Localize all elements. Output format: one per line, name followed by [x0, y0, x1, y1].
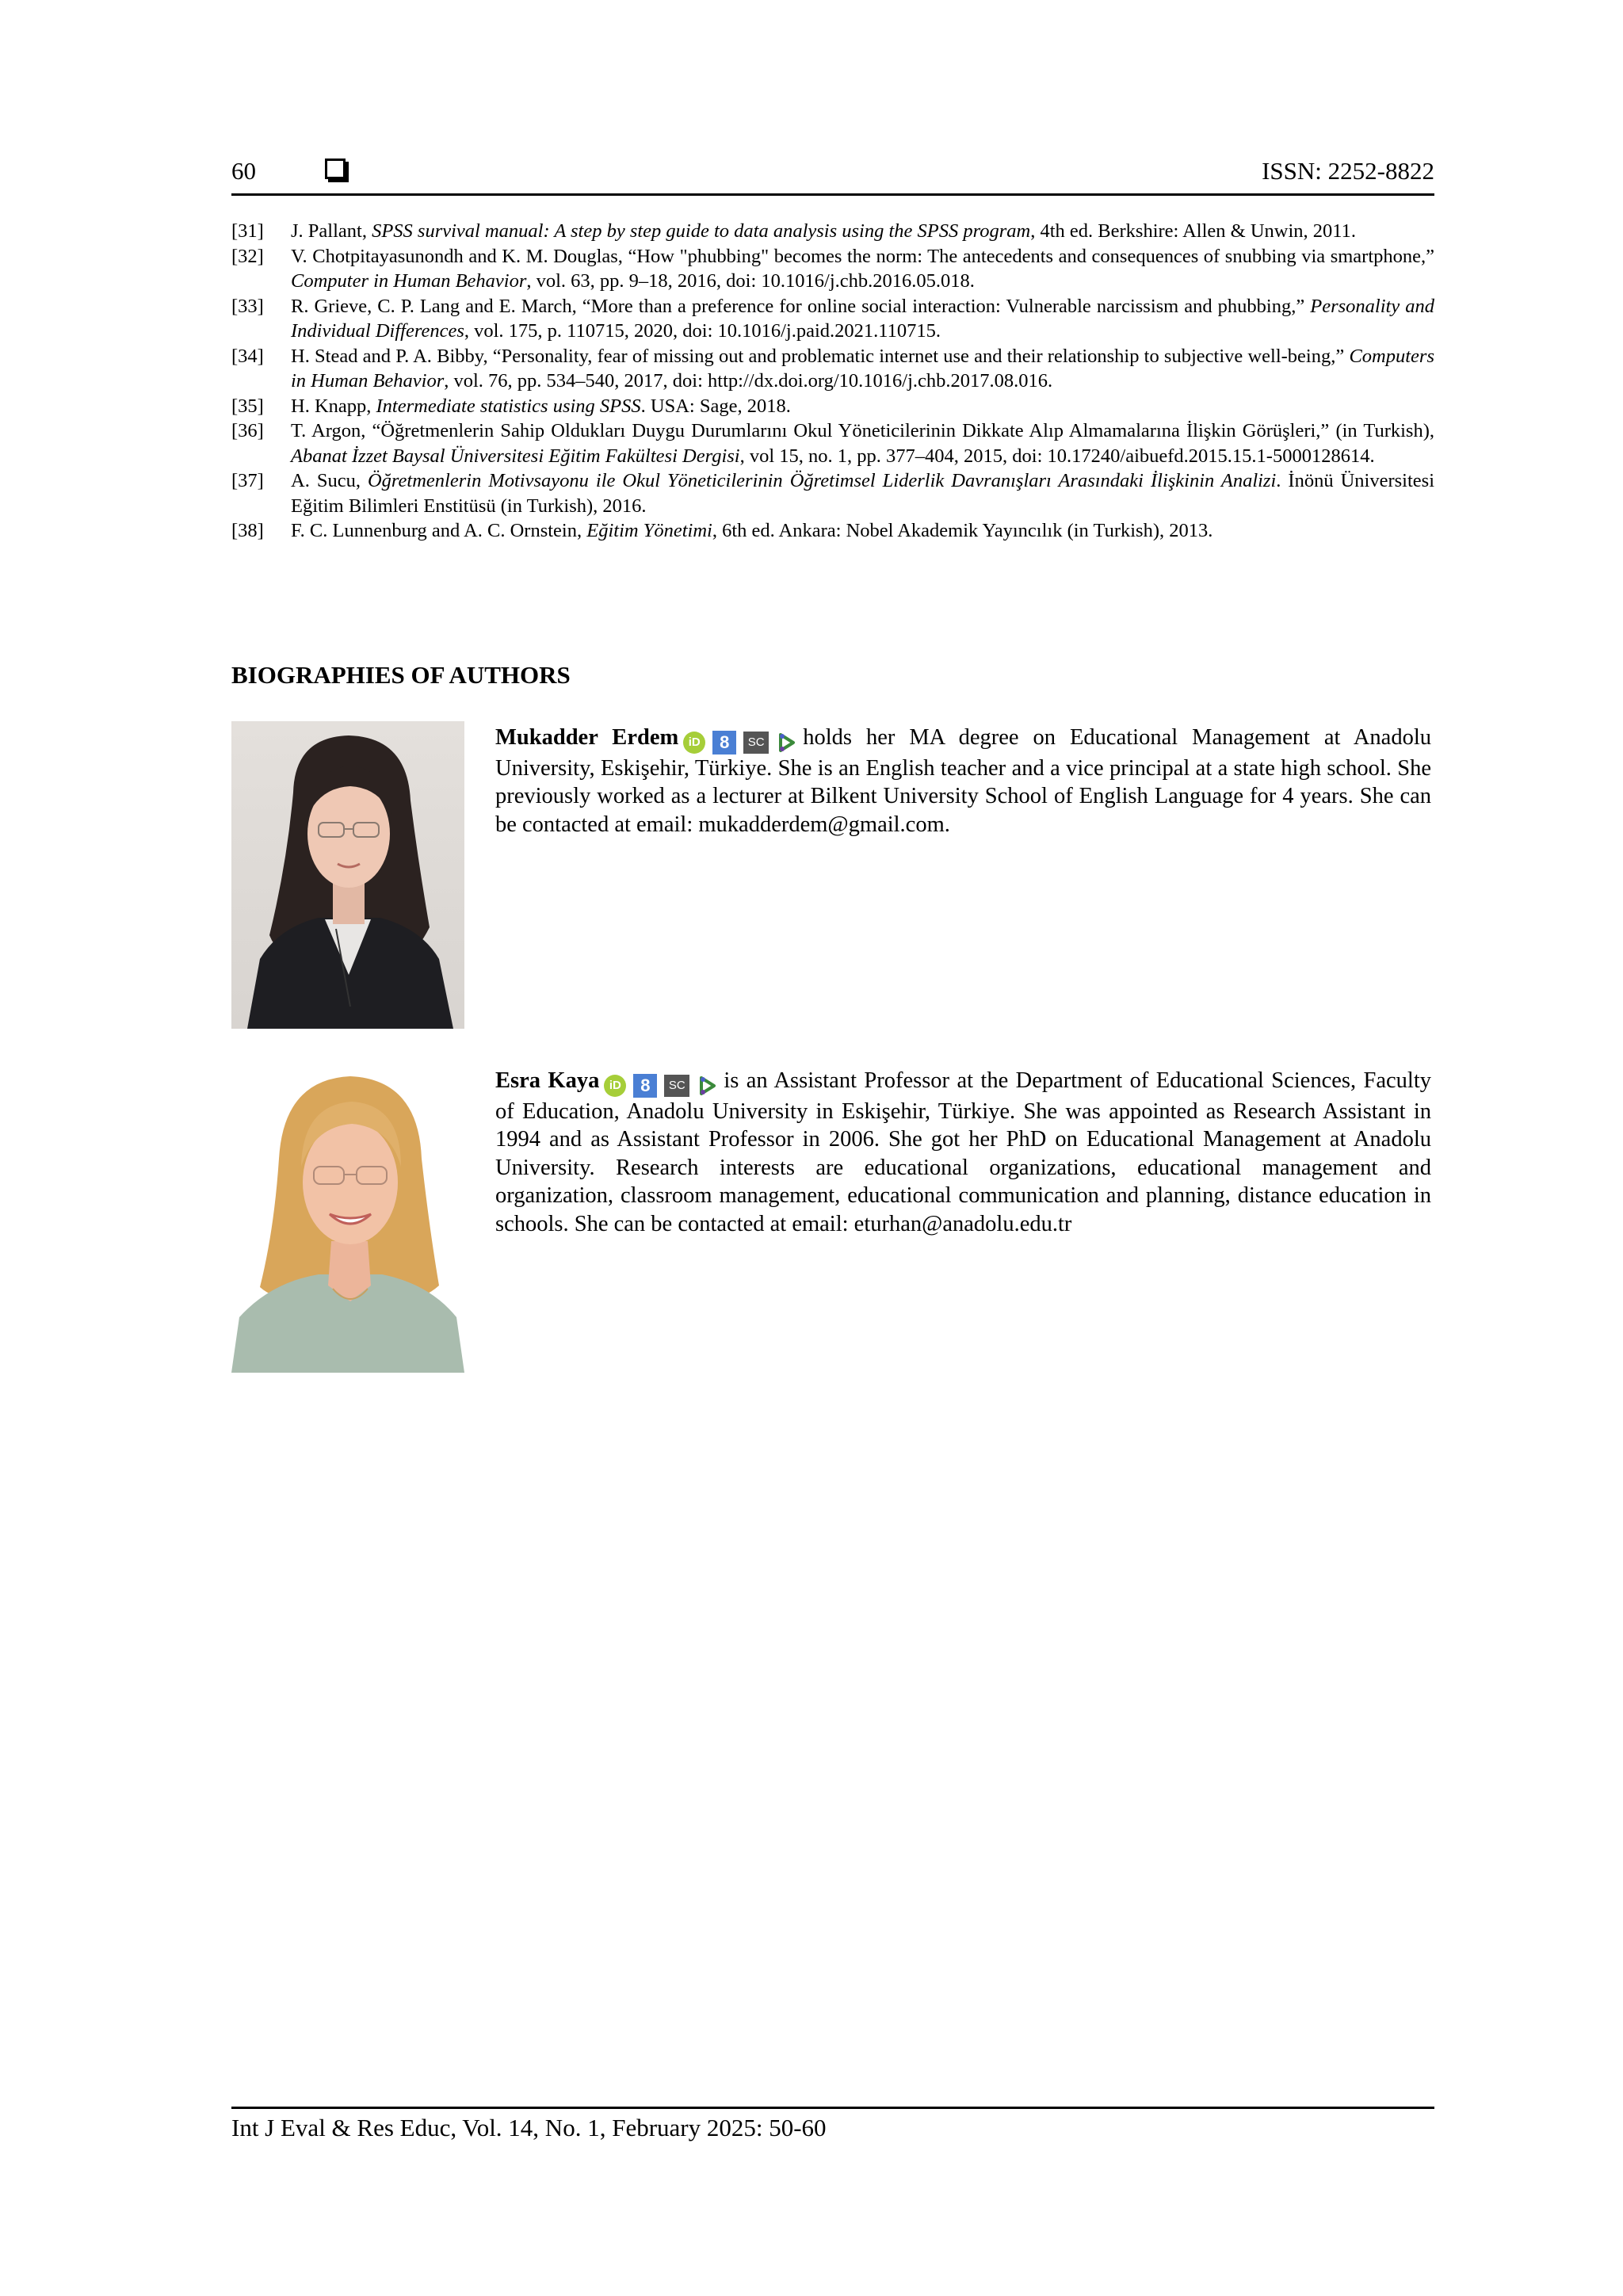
author-name: Mukadder Erdem [495, 725, 679, 750]
reference-text [291, 518, 1434, 544]
reference-segment: , vol 15, no. 1, pp. 377–404, 2015, doi: 10.17240/aibuefd.2015.15.1-5000128614. [739, 445, 1375, 467]
reference-title: Computer in Human Behavior [291, 270, 527, 292]
author-bio-esra-kaya [495, 1067, 1431, 1238]
reference-segment: , 6th ed. Ankara: Nobel Akademik Yayıncılık (in Turkish), 2013. [712, 520, 1213, 541]
author-profile-icons [604, 1074, 719, 1098]
reference-text [291, 394, 1434, 419]
reference-number: [36] [231, 420, 264, 441]
reference-item [231, 418, 1434, 468]
reference-title: Abanat İzzet Baysal Üniversitesi Eğitim Fakültesi Dergisi [291, 445, 740, 467]
reference-number: [33] [231, 295, 264, 317]
reference-number: [37] [231, 470, 264, 491]
reference-title: Intermediate statistics using SPSS [376, 395, 641, 417]
reference-segment: . İnönü Üniversitesi Eğitim Bilimleri Enstitüsü (in Turkish), 2016. [291, 470, 1434, 517]
reference-item [231, 518, 1434, 544]
reference-segment: , 4th ed. Berkshire: Allen & Unwin, 2011. [1030, 220, 1357, 242]
google-scholar-icon[interactable]: 8 [712, 731, 736, 755]
reference-segment: , vol. 76, pp. 534–540, 2017, doi: http://dx.doi.org/10.1016/j.chb.2017.08.016. [444, 370, 1053, 392]
reference-item [231, 244, 1434, 294]
reference-text [291, 418, 1434, 468]
author-bio-text: holds her MA degree on Educational Management at Anadolu University, Eskişehir, Türkiye. She is an English teacher and a vice principal at a state high school. She previously worked as a lecturer at Bilkent University School of English Language for 4 years. She can be contacted at email: mukadderdem@gmail.com. [495, 725, 1431, 837]
author-bio-text: is an Assistant Professor at the Department of Educational Sciences, Faculty of Education, Anadolu University in Eskişehir, Türkiye. She was appointed as Research Assistant in 1994 and as Assistant Professor in 2006. She got her PhD on Educational Management at Anadolu University. Research interests are educational organizations, educational management and organization, classroom management, educational communication and planning, distance education in schools. She can be contacted at email: eturhan@anadolu.edu.tr [495, 1068, 1431, 1236]
reference-item [231, 294, 1434, 344]
reference-segment: H. Stead and P. A. Bibby, “Personality, fear of missing out and problematic internet use and their relationship to subjective well-being,” [291, 345, 1350, 367]
publons-icon[interactable] [776, 732, 798, 754]
reference-text [291, 219, 1434, 244]
reference-segment: J. Pallant, [291, 220, 372, 242]
checkbox-square-icon [325, 159, 346, 179]
publons-icon[interactable] [697, 1075, 719, 1097]
page-header [231, 155, 1434, 196]
reference-title: Eğitim Yönetimi [586, 520, 712, 541]
orcid-icon[interactable]: iD [683, 732, 705, 754]
page-number: 60 [231, 157, 256, 185]
author-name: Esra Kaya [495, 1068, 600, 1093]
reference-segment: H. Knapp, [291, 395, 376, 417]
reference-number: [34] [231, 345, 264, 367]
author-photo-esra-kaya [231, 1064, 464, 1373]
reference-segment: T. Argon, “Öğretmenlerin Sahip Oldukları Duygu Durumlarını Okul Yöneticilerinin Dikkate Alıp Almamalarına İlişkin Görüşleri,” (in Turkish), [291, 420, 1434, 441]
issn: ISSN: 2252-8822 [1262, 157, 1434, 185]
biographies-heading: BIOGRAPHIES OF AUTHORS [231, 661, 571, 689]
reference-number: [32] [231, 245, 264, 267]
reference-text [291, 294, 1434, 344]
reference-text [291, 468, 1434, 518]
reference-item [231, 468, 1434, 518]
reference-segment: F. C. Lunnenburg and A. C. Ornstein, [291, 520, 587, 541]
reference-list [231, 219, 1434, 544]
author-photo-mukadder-erdem [231, 721, 464, 1029]
reference-number: [38] [231, 520, 264, 541]
journal-citation: Int J Eval & Res Educ, Vol. 14, No. 1, February 2025: 50-60 [231, 2114, 827, 2141]
reference-number: [31] [231, 220, 264, 242]
reference-text [291, 244, 1434, 294]
reference-segment: V. Chotpitayasunondh and K. M. Douglas, “How "phubbing" becomes the norm: The antecedents and consequences of snubbing via smartphone,” [291, 245, 1434, 267]
reference-title: Öğretmenlerin Motivsayonu ile Okul Yöneticilerinin Öğretimsel Liderlik Davranışları Arasındaki İlişkinin Analizi [367, 470, 1277, 491]
page-footer [231, 2107, 1434, 2142]
reference-item [231, 394, 1434, 419]
author-profile-icons [683, 731, 798, 755]
orcid-icon[interactable]: iD [604, 1075, 626, 1097]
author-bio-mukadder-erdem [495, 724, 1431, 839]
reference-segment: A. Sucu, [291, 470, 368, 491]
reference-title: Computers in Human Behavior [291, 345, 1434, 392]
reference-segment: , vol. 175, p. 110715, 2020, doi: 10.1016/j.paid.2021.110715. [464, 320, 941, 342]
scopus-icon[interactable]: SC [743, 732, 769, 754]
google-scholar-icon[interactable]: 8 [633, 1074, 657, 1098]
reference-item [231, 219, 1434, 244]
reference-segment: R. Grieve, C. P. Lang and E. March, “More than a preference for online social interaction: Vulnerable narcissism and phubbing,” [291, 295, 1311, 317]
reference-text [291, 344, 1434, 394]
reference-title: Personality and Individual Differences [291, 295, 1434, 342]
reference-segment: . USA: Sage, 2018. [640, 395, 791, 417]
reference-title: SPSS survival manual: A step by step guide to data analysis using the SPSS program [372, 220, 1031, 242]
reference-item [231, 344, 1434, 394]
scopus-icon[interactable]: SC [664, 1075, 689, 1097]
reference-segment: , vol. 63, pp. 9–18, 2016, doi: 10.1016/j.chb.2016.05.018. [526, 270, 975, 292]
reference-number: [35] [231, 395, 264, 417]
